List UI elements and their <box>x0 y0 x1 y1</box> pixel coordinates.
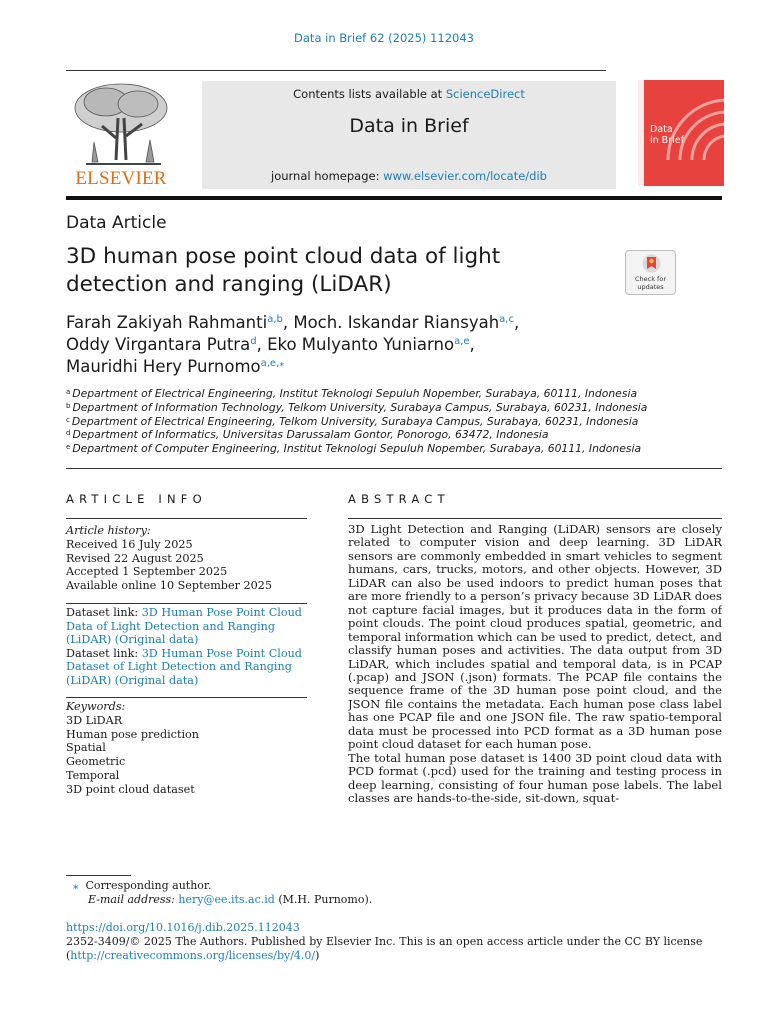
license-line <box>66 949 726 963</box>
footnote-line <box>66 879 706 893</box>
abstract-paragraph: The total human pose dataset is 1400 3D point cloud data with PCD format (.pcd) used for the training and testing process in deep learning, consisting of four human pose labels. The label classes are hands-to-the-side, sit-down, squat- <box>348 750 722 806</box>
email-label: E-mail address: <box>88 893 179 906</box>
article-info-rule <box>66 518 307 519</box>
sciencedirect-link[interactable]: ScienceDirect <box>445 87 525 101</box>
history-item: Revised 22 August 2025 <box>66 551 204 565</box>
journal-name: Data in Brief <box>349 115 469 137</box>
author-separator: , <box>256 335 268 354</box>
cover-title <box>650 124 684 146</box>
email-link[interactable]: hery@ee.its.ac.id <box>178 893 275 906</box>
affiliation-mark: b <box>66 401 71 410</box>
article-info-heading: ARTICLE INFO <box>66 492 207 506</box>
dataset-link-1[interactable]: 3D Human Pose Point Cloud Data of Light Detection and Ranging (LiDAR) (Original data) <box>66 606 302 647</box>
check-for-updates-label <box>626 276 675 291</box>
contents-line <box>202 87 616 101</box>
history-item: Accepted 1 September 2025 <box>66 565 228 579</box>
journal-citation[interactable]: Data in Brief 62 (2025) 112043 <box>294 31 474 45</box>
author-name: Eko Mulyanto Yuniarno <box>267 335 455 354</box>
author-affiliation-marks[interactable]: a,e,⁎ <box>260 358 285 369</box>
homepage-link[interactable]: www.elsevier.com/locate/dib <box>383 169 547 183</box>
author-affiliation-marks[interactable]: d <box>250 336 257 347</box>
author-separator: , <box>282 313 294 332</box>
affiliation-text: Department of Computer Engineering, Institut Teknologi Sepuluh Nopember, Surabaya, 60111, Indonesia <box>72 442 642 456</box>
section-divider <box>66 468 722 469</box>
homepage-prefix: journal homepage: <box>271 169 384 183</box>
affiliation-text: Department of Informatics, Universitas Darussalam Gontor, Ponorogo, 63472, Indonesia <box>72 428 549 442</box>
affiliation-item <box>66 387 706 401</box>
history-label: Article history: <box>66 524 151 537</box>
corresponding-label: Corresponding author. <box>85 879 212 892</box>
dataset-link-label: Dataset link: <box>66 606 142 619</box>
license-paren: ) <box>315 949 320 962</box>
article-title: 3D human pose point cloud data of light detection and ranging (LiDAR) <box>66 244 501 297</box>
affiliation-list <box>66 387 706 456</box>
abstract-rule <box>348 518 722 519</box>
author-affiliation-marks[interactable]: a,c <box>499 314 514 325</box>
article-type: Data Article <box>66 213 167 233</box>
author-affiliation-marks[interactable]: a,b <box>267 314 283 325</box>
affiliation-mark: c <box>66 415 70 424</box>
author-affiliation-marks[interactable]: a,e <box>454 336 470 347</box>
keyword-item: Spatial <box>66 741 106 755</box>
check-for-updates-button[interactable] <box>625 250 676 295</box>
dataset-links <box>66 606 311 688</box>
author-name: Farah Zakiyah Rahmanti <box>66 313 268 332</box>
article-history <box>66 524 311 593</box>
elsevier-wordmark: ELSEVIER <box>75 168 167 189</box>
dataset-link-item <box>66 606 311 647</box>
affiliation-item <box>66 401 706 415</box>
affiliation-text: Department of Information Technology, Telkom University, Surabaya Campus, Surabaya, 60231, Indonesia <box>72 400 648 414</box>
journal-cover[interactable] <box>638 80 724 186</box>
abstract-body <box>348 523 722 845</box>
affiliation-mark: e <box>66 443 71 452</box>
keyword-item: 3D LiDAR <box>66 713 123 727</box>
dataset-link-2[interactable]: 3D Human Pose Point Cloud Dataset of Light Detection and Ranging (LiDAR) (Original data) <box>66 646 302 687</box>
dataset-link-label: Dataset link: <box>66 646 142 660</box>
cover-title-line: in Brief <box>650 135 684 146</box>
header-thick-rule <box>66 196 722 200</box>
top-rule <box>66 70 606 71</box>
journal-banner <box>202 81 616 189</box>
keywords-label: Keywords: <box>66 700 126 713</box>
publication-metadata <box>66 921 726 963</box>
keyword-item: Temporal <box>66 768 120 782</box>
author-separator: , <box>513 313 520 332</box>
affiliation-item <box>66 442 706 456</box>
footnote-star[interactable]: ⁎ <box>73 879 79 892</box>
keywords-list <box>66 700 311 797</box>
footnote-rule <box>66 875 131 876</box>
affiliation-mark: d <box>66 429 71 438</box>
keyword-item: Human pose prediction <box>66 727 199 741</box>
contents-prefix: Contents lists available at <box>293 87 446 101</box>
homepage-line <box>202 169 616 183</box>
license-paren: ( <box>66 949 71 962</box>
license-link[interactable]: http://creativecommons.org/licenses/by/4.0/ <box>70 949 316 962</box>
corresponding-author-footnote <box>66 879 706 907</box>
keyword-item: Geometric <box>66 755 126 769</box>
author-name: Oddy Virgantara Putra <box>66 335 251 354</box>
author-name: Moch. Iskandar Riansyah <box>293 313 500 332</box>
email-owner: (M.H. Purnomo). <box>274 893 373 906</box>
author-list <box>66 312 626 378</box>
cover-title-line: Data <box>650 124 673 135</box>
affiliation-text: Department of Electrical Engineering, Institut Teknologi Sepuluh Nopember, Surabaya, 60111, Indonesia <box>72 387 638 400</box>
affiliation-mark: a <box>66 388 71 396</box>
affiliation-item <box>66 428 706 442</box>
keyword-item: 3D point cloud dataset <box>66 782 195 796</box>
doi-link[interactable]: https://doi.org/10.1016/j.dib.2025.112043 <box>66 921 300 934</box>
affiliation-text: Department of Electrical Engineering, Telkom University, Surabaya Campus, Surabaya, 60231, Indonesia <box>71 414 639 428</box>
author-name: Mauridhi Hery Purnomo <box>66 357 261 376</box>
affiliation-item <box>66 415 706 429</box>
history-item: Received 16 July 2025 <box>66 537 193 551</box>
footnote-email-line <box>66 893 706 907</box>
check-label-line: updates <box>637 282 664 291</box>
author-separator: , <box>469 335 475 354</box>
article-info-rule <box>66 603 307 604</box>
copyright-line: 2352-3409/© 2025 The Authors. Published by Elsevier Inc. This is an open access article under the CC BY license <box>66 935 703 948</box>
article-info-rule <box>66 697 307 698</box>
abstract-heading: ABSTRACT <box>348 492 450 506</box>
bookmark-icon <box>642 254 661 275</box>
abstract-paragraph: 3D Light Detection and Ranging (LiDAR) sensors are closely related to computer vision and deep learning. 3D LiDAR sensors are commonly embedded in smart vehicles to segment humans, cars, trucks, motors, and other objects. However, 3D LiDAR can also be used indoors to predict human poses that are more friendly to a person’s privacy because 3D LiDAR does not capture facial images, but it produces data in the form of point clouds. The point cloud produces spatial, geometric, and temporal information which can be used to predict, detect, and classify human poses and activities. The data output from 3D LiDAR, which includes spatial and temporal data, is in PCAP (.pcap) and JSON (.json) formats. The PCAP file contains the sequence frame of the 3D human pose point cloud, and the JSON file contains the metadata. Each human pose class label has one PCAP file and one JSON file. The raw spatio-temporal data must be processed into PCD format as a 3D human pose point cloud dataset for each human pose. <box>348 523 722 752</box>
dataset-link-item <box>66 647 311 688</box>
history-item: Available online 10 September 2025 <box>66 579 272 593</box>
check-label-line: Check for <box>635 275 666 283</box>
